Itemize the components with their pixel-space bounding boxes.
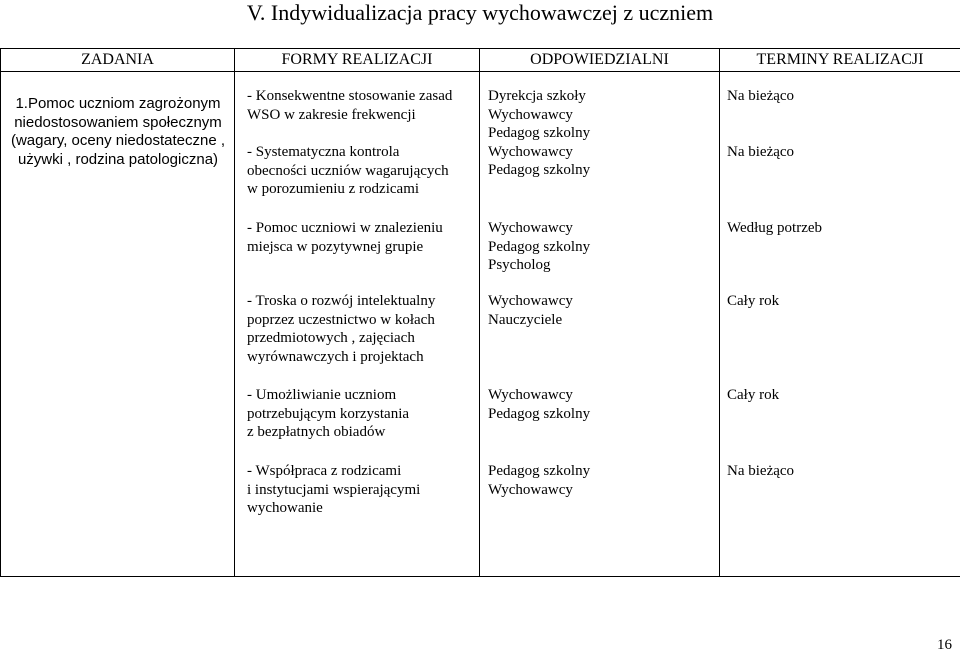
- text-line: WSO w zakresie frekwencji: [247, 106, 416, 123]
- responsible-item: [488, 386, 590, 423]
- text-line: Na bieżąco: [727, 463, 795, 479]
- page-number: 16: [937, 637, 952, 653]
- text-line: Wychowawcy: [488, 387, 573, 403]
- text-line: Wychowawcy: [488, 143, 573, 160]
- term-item: [727, 143, 794, 162]
- text-line: Nauczyciele: [488, 311, 563, 328]
- text-line: obecności uczniów wagarujących: [247, 162, 449, 179]
- text-line: - Konsekwentne stosowanie zasad: [247, 88, 453, 104]
- text-line: Wychowawcy: [488, 293, 573, 309]
- text-line: wyrównawczych i projektach: [247, 348, 424, 365]
- responsible-item: [488, 292, 573, 329]
- text-line: Cały rok: [727, 293, 780, 309]
- column-header-forms: FORMY REALIZACJI: [235, 49, 480, 72]
- text-line: Na bieżąco: [727, 144, 795, 160]
- text-line: Pedagog szkolny: [488, 463, 591, 479]
- text-line: niedostosowaniem społecznym: [14, 113, 222, 131]
- text-line: Wychowawcy: [488, 106, 573, 123]
- section-title: V. Indywidualizacja pracy wychowawczej z uczniem: [246, 0, 714, 25]
- text-line: (wagary, oceny niedostateczne ,: [10, 132, 225, 149]
- text-line: - Umożliwianie uczniom: [247, 387, 397, 403]
- term-item: [727, 87, 794, 106]
- text-line: poprzez uczestnictwo w kołach: [247, 311, 435, 328]
- text-line: miejsca w pozytywnej grupie: [247, 238, 424, 255]
- text-line: Psycholog: [488, 257, 551, 273]
- responsible-item: [488, 219, 590, 275]
- text-line: Wychowawcy: [488, 220, 573, 236]
- tasks-table: [0, 48, 960, 577]
- form-item: [247, 462, 420, 518]
- text-line: z bezpłatnych obiadów: [247, 424, 386, 440]
- text-line: Na bieżąco: [727, 88, 795, 104]
- forms-cell: [235, 72, 480, 577]
- table-header-row: [1, 49, 960, 72]
- form-item: [247, 386, 409, 442]
- form-item: [247, 87, 452, 124]
- form-item: [247, 219, 443, 256]
- text-line: - Pomoc uczniowi w znalezieniu: [247, 220, 443, 236]
- text-line: - Troska o rozwój intelektualny: [247, 293, 436, 309]
- column-header-terms: TERMINY REALIZACJI: [720, 49, 960, 72]
- text-line: - Systematyczna kontrola: [247, 144, 400, 160]
- column-header-tasks: ZADANIA: [1, 49, 235, 72]
- text-line: Pedagog szkolny: [488, 125, 591, 141]
- form-item: [247, 292, 435, 366]
- text-line: Pedagog szkolny: [488, 238, 591, 255]
- text-line: przedmiotowych , zajęciach: [247, 330, 415, 346]
- responsible-item: [488, 87, 590, 180]
- responsible-item: [488, 462, 590, 499]
- term-item: [727, 386, 779, 405]
- term-item: [727, 292, 779, 311]
- text-line: Według potrzeb: [727, 220, 823, 236]
- terms-cell: [720, 72, 960, 577]
- text-line: Pedagog szkolny: [488, 162, 591, 178]
- text-line: - Współpraca z rodzicami: [247, 463, 402, 479]
- text-line: i instytucjami wspierającymi: [247, 481, 421, 498]
- task-cell: [1, 72, 235, 577]
- term-item: [727, 219, 822, 238]
- text-line: Dyrekcja szkoły: [488, 88, 586, 104]
- text-line: Cały rok: [727, 387, 780, 403]
- text-line: wychowanie: [247, 500, 323, 516]
- table-row: [1, 72, 960, 577]
- task-text: [9, 95, 227, 169]
- term-item: [727, 462, 794, 481]
- text-line: Pedagog szkolny: [488, 405, 591, 422]
- form-item: [247, 143, 449, 199]
- responsible-cell: [480, 72, 720, 577]
- text-line: w porozumieniu z rodzicami: [247, 181, 420, 197]
- column-header-responsible: ODPOWIEDZIALNI: [480, 49, 720, 72]
- text-line: Wychowawcy: [488, 481, 573, 498]
- text-line: 1.Pomoc uczniom zagrożonym: [15, 95, 221, 112]
- text-line: używki , rodzina patologiczna): [17, 150, 219, 168]
- text-line: potrzebującym korzystania: [247, 405, 410, 422]
